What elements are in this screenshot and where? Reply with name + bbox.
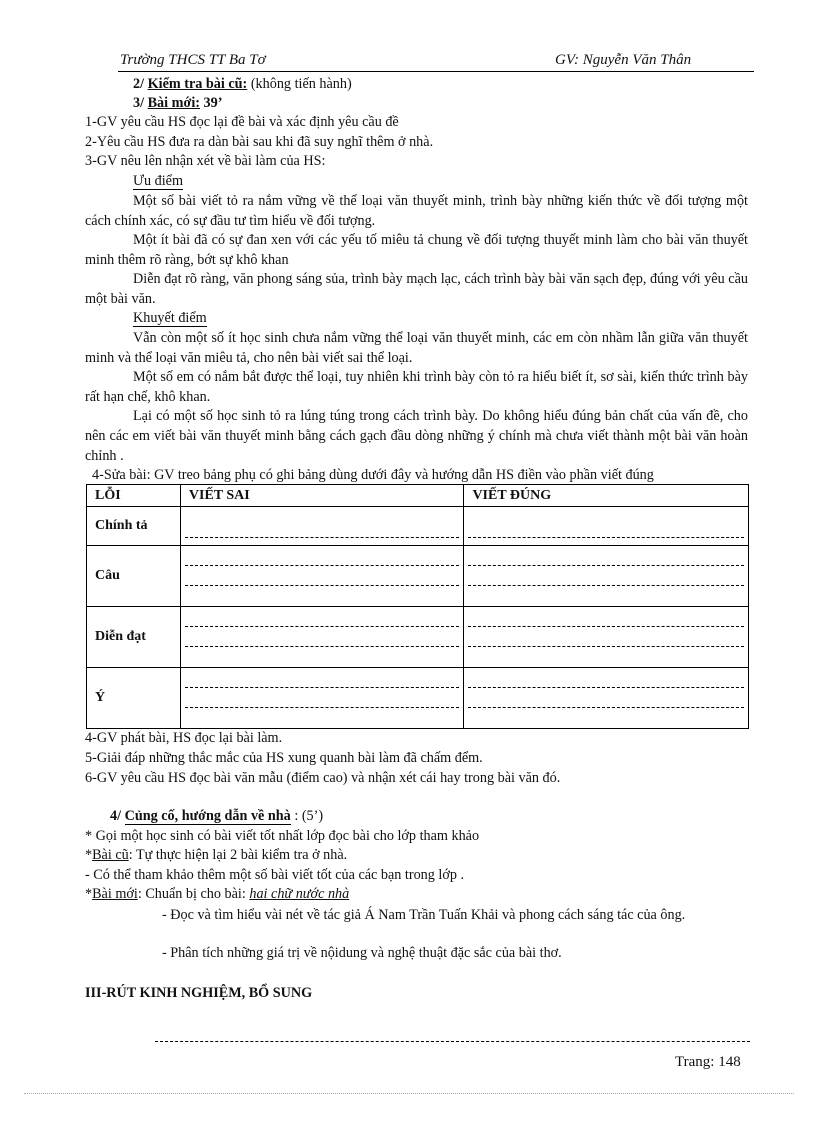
section-4-heading: 4/ Củng cố, hướng dẫn về nhà : (5’) xyxy=(110,808,324,824)
strengths-heading: Ưu điểm xyxy=(133,173,184,189)
section-2-heading: 2/ Kiểm tra bài cũ: (không tiến hành) xyxy=(133,76,352,92)
section-iii-heading: III-RÚT KINH NGHIỆM, BỔ SUNG xyxy=(85,985,313,1001)
page-border-bottom xyxy=(24,1093,794,1094)
strengths-body xyxy=(85,192,748,310)
table-row xyxy=(87,546,749,607)
table-row xyxy=(87,507,749,546)
task-2: - Phân tích những giá trị về nộidung và nghệ thuật đặc sắc của bài thơ. xyxy=(162,945,562,961)
section-2-title: Kiểm tra bài cũ: xyxy=(147,76,248,92)
task-1: - Đọc và tìm hiểu vài nét về tác giả Á Nam Trần Tuấn Khải và phong cách sáng tác của ông. xyxy=(162,907,686,923)
section-4-title: Củng cố, hướng dẫn về nhà xyxy=(124,808,291,824)
weaknesses-heading: Khuyết điểm xyxy=(133,310,207,326)
weaknesses-body xyxy=(85,329,748,466)
table-header-wrong: VIẾT SAI xyxy=(180,485,464,507)
right-cell[interactable] xyxy=(464,546,749,607)
header-school: Trường THCS TT Ba Tơ xyxy=(120,52,266,68)
reference-line: - Có thể tham khảo thêm một số bài viết tốt của các bạn trong lớp . xyxy=(85,867,465,883)
table-header-error: LỖI xyxy=(87,485,181,507)
section-3-heading: 3/ Bài mới: 39’ xyxy=(133,95,223,111)
right-cell[interactable] xyxy=(464,507,749,546)
section-4-time: : (5’) xyxy=(294,808,324,824)
wrong-cell[interactable] xyxy=(180,546,464,607)
section-2-note: (không tiến hành) xyxy=(250,76,352,92)
after-step-4: 4-GV phát bài, HS đọc lại bài làm. xyxy=(85,730,283,746)
header-rule xyxy=(118,71,754,72)
row-label-spelling: Chính tả xyxy=(87,507,181,546)
table-header-right: VIẾT ĐÚNG xyxy=(464,485,749,507)
right-cell[interactable] xyxy=(464,668,749,729)
strength-paragraph: Diễn đạt rõ ràng, văn phong sáng sủa, trình bày mạch lạc, cách trình bày bài văn sạch đẹp, đúng với yêu cầu một bài văn. xyxy=(85,271,748,307)
section-3-title: Bài mới: xyxy=(147,95,200,111)
consolidate-line: * Gọi một học sinh có bài viết tốt nhất lớp đọc bài cho lớp tham khảo xyxy=(85,828,480,844)
old-lesson-label: Bài cũ xyxy=(92,847,129,863)
row-label-expression: Diễn đạt xyxy=(87,607,181,668)
fix-intro: 4-Sửa bài: GV treo bảng phụ có ghi bảng dùng dưới đây và hướng dẫn HS điền vào phần viết đúng xyxy=(92,467,654,483)
wrong-cell[interactable] xyxy=(180,507,464,546)
new-lesson-label: Bài mới xyxy=(92,886,138,902)
new-lesson-line: *Bài mới: Chuẩn bị cho bài: hai chữ nước nhà xyxy=(85,886,350,902)
old-lesson-line: *Bài cũ: Tự thực hiện lại 2 bài kiểm tra ở nhà. xyxy=(85,847,348,863)
table-row xyxy=(87,607,749,668)
strength-paragraph: Một ít bài đã có sự đan xen với các yếu tố miêu tả chung về đối tượng thuyết minh làm cho bài văn thuyết minh thêm rõ ràng, bớt sự khô khan xyxy=(85,232,748,268)
weakness-paragraph: Một số em có nắm bắt được thể loại, tuy nhiên khi trình bày còn tỏ ra hiểu biết ít, sơ sài, kiến thức trình bày rất hạn chế, khô khan. xyxy=(85,369,748,405)
row-label-idea: Ý xyxy=(87,668,181,729)
footer-dashed-rule xyxy=(155,1041,750,1042)
wrong-cell[interactable] xyxy=(180,607,464,668)
after-step-5: 5-Giải đáp những thắc mắc của HS xung quanh bài làm đã chấm đểm. xyxy=(85,750,483,766)
page-number: Trang: 148 xyxy=(675,1054,741,1070)
section-3-time: 39’ xyxy=(203,95,223,111)
wrong-cell[interactable] xyxy=(180,668,464,729)
new-lesson-title: hai chữ nước nhà xyxy=(249,886,350,902)
step-2: 2-Yêu cầu HS đưa ra dàn bài sau khi đã suy nghĩ thêm ở nhà. xyxy=(85,134,434,150)
right-cell[interactable] xyxy=(464,607,749,668)
step-3: 3-GV nêu lên nhận xét về bài làm của HS: xyxy=(85,153,326,169)
strength-paragraph: Một số bài viết tỏ ra nắm vững về thể loại văn thuyết minh, trình bày những kiến thức về đối tượng một cách chính xác, có sự đầu tư tìm hiểu về đối tượng. xyxy=(85,193,748,229)
weakness-paragraph: Vẫn còn một số ít học sinh chưa nắm vững thể loại văn thuyết minh, các em còn nhầm lẫn giữa văn thuyết minh và thể loại văn miêu tả, cho nên bài viết sai thể loại. xyxy=(85,330,748,366)
weakness-paragraph: Lại có một số học sinh tỏ ra lúng túng trong cách trình bày. Do không hiểu đúng bản chất của vấn đề, cho nên các em viết bài văn thuyết minh bằng cách gạch đầu dòng những ý chính mà chưa viết thành một bài văn hoàn chỉnh . xyxy=(85,408,748,464)
header-teacher: GV: Nguyễn Văn Thân xyxy=(555,52,692,68)
correction-table xyxy=(86,484,749,729)
after-step-6: 6-GV yêu cầu HS đọc bài văn mẫu (điểm cao) và nhận xét cái hay trong bài văn đó. xyxy=(85,770,561,786)
table-header-row xyxy=(87,485,749,507)
step-1: 1-GV yêu cầu HS đọc lại đề bài và xác định yêu cầu đề xyxy=(85,114,399,130)
row-label-sentence: Câu xyxy=(87,546,181,607)
table-row xyxy=(87,668,749,729)
